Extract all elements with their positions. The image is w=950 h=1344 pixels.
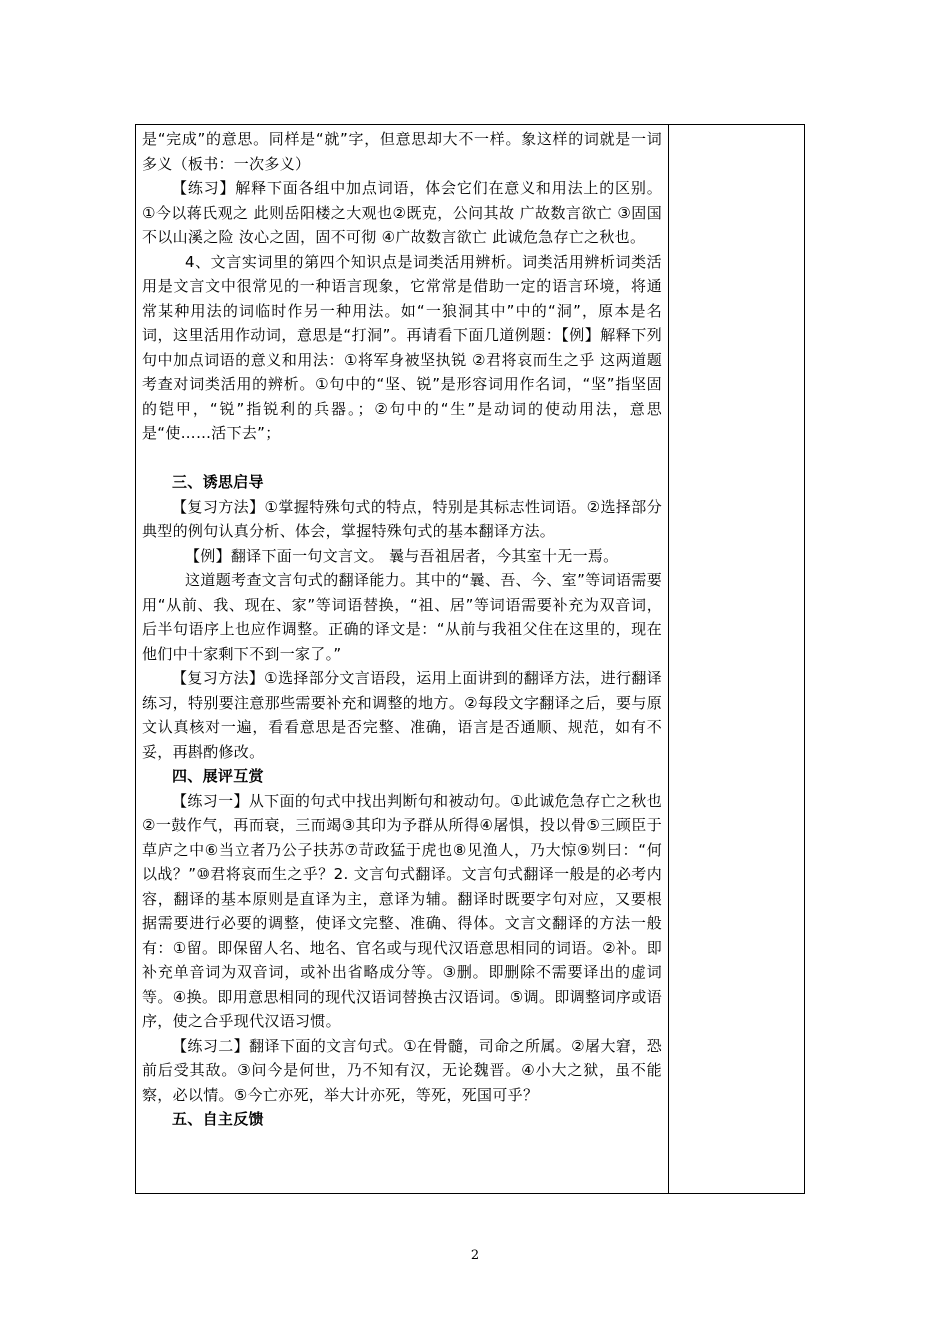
paragraph-example-analysis: 这道题考查文言句式的翻译能力。其中的“曩、吾、今、室”等词语需要用“从前、我、现在、家”等词语替换，“祖、居”等词语需要补充为双音词，后半句语序上也应作调整。正确的译文是：“从前与我祖父住在这里的，现在他们中十家剩下不到一家了。” [142, 571, 662, 663]
section-heading-five: 五、自主反馈 [172, 1110, 264, 1128]
lesson-table [135, 124, 805, 1194]
paragraph-exercise-one: 【练习一】从下面的句式中找出判断句和被动句。①此诚危急存亡之秋也②一鼓作气，再而衰，三而竭③其印为予群从所得④屠惧，投以骨⑤三顾臣于草庐之中⑥当立者乃公子扶苏⑦苛政猛于虎也⑧见渔人，乃大惊⑨刿曰：“何以战？”⑩君将哀而生之乎？2. 文言句式翻译。文言句式翻译一般是的必考内容，翻译的基本原则是直译为主，意译为辅。翻译时既要字句对应，又要根据需要进行必要的调整，使译文完整、准确、得体。文言文翻译的方法一般有：①留。即保留人名、地名、官名或与现代汉语意思相同的词语。②补。即补充单音词为双音词，或补出省略成分等。③删。即删除不需要译出的虚词等。④换。即用意思相同的现代汉语词替换古汉语词。⑤调。即调整词序或语序，使之合乎现代汉语习惯。 [142, 791, 662, 1030]
lesson-content-cell [142, 127, 662, 1132]
page-number: 2 [470, 1248, 480, 1263]
paragraph-review-method-2: 【复习方法】①选择部分文言语段，运用上面讲到的翻译方法，进行翻译练习，特别要注意那些需要补充和调整的地方。②每段文字翻译之后，要与原文认真核对一遍，看看意思是否完整、准确，语言是否通顺、规范，如有不妥，再斟酌修改。 [142, 669, 662, 761]
paragraph-word-class-shift: 4、文言实词里的第四个知识点是词类活用辨析。词类活用辨析词类活用是文言文中很常见的一种语言现象，它常常是借助一定的语言环境，将通常某种用法的词临时作另一种用法。如“一狼洞其中”中的“洞”，原本是名词，这里活用作动词，意思是“打洞”。再请看下面几道例题：【例】解释下列句中加点词语的意义和用法：①将军身被坚执锐 ②君将哀而生之乎 这两道题考查对词类活用的辨析。①句中的“坚、锐”是形容词用作名词，“坚”指坚固的铠甲，“锐”指锐利的兵器。；②句中的“生”是动词的使动用法，意思是“使……活下去”； [142, 252, 662, 442]
paragraph-exercise-two: 【练习二】翻译下面的文言句式。①在骨髓，司命之所属。②屠大窘，恐前后受其敌。③问今是何世，乃不知有汉，无论魏晋。④小大之狱，虽不能察，必以情。⑤今亡亦死，举大计亦死，等死，死国可乎？ [142, 1036, 662, 1104]
paragraph-exercise: 【练习】解释下面各组中加点词语，体会它们在意义和用法上的区别。 ①今以蒋氏观之 此则岳阳楼之大观也②既克，公问其故 广故数言欲亡 ③固国不以山溪之险 汝心之固，固不可彻 ④广故数言欲亡 此诚危急存亡之秋也。 [142, 179, 662, 246]
paragraph-completion-meaning: 是“完成”的意思。同样是“就”字，但意思却大不一样。象这样的词就是一词多义（板书：一次多义） [142, 130, 662, 173]
paragraph-example: 【例】翻译下面一句文言文。 曩与吾祖居者，今其室十无一焉。 [185, 546, 619, 565]
paragraph-review-method-1: 【复习方法】①掌握特殊句式的特点，特别是其标志性词语。②选择部分典型的例句认真分析、体会，掌握特殊句式的基本翻译方法。 [142, 497, 662, 540]
section-heading-four: 四、展评互赏 [172, 767, 264, 785]
section-heading-three: 三、诱思启导 [172, 473, 264, 491]
notes-cell [669, 125, 804, 1193]
